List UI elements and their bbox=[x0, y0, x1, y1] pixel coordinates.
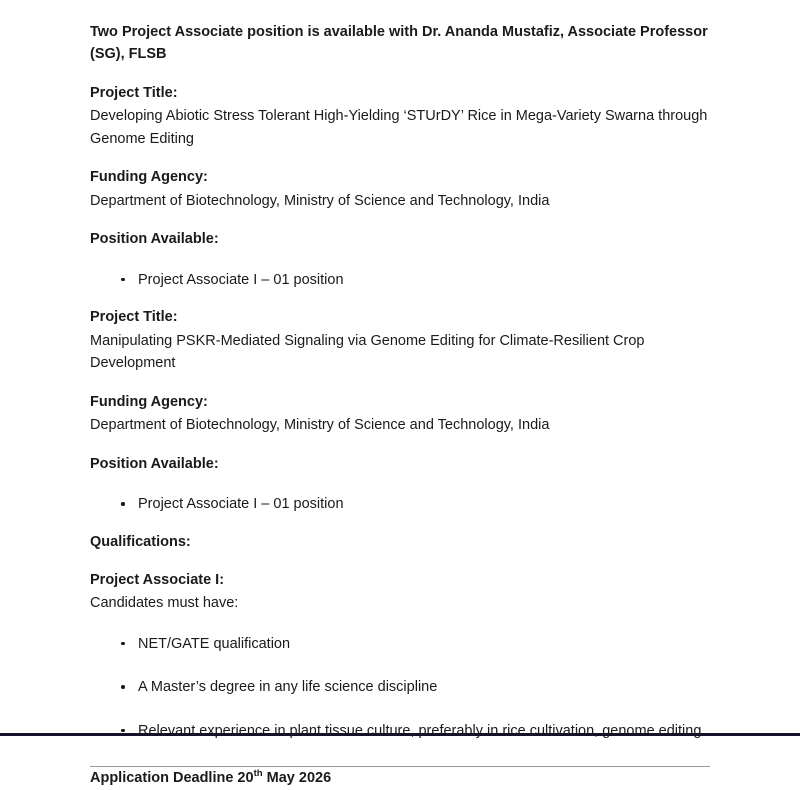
qualifications-section bbox=[90, 531, 710, 743]
project-title-value-1: Developing Abiotic Stress Tolerant High-Yielding ‘STUrDY’ Rice in Mega-Variety Swarna through Genome Editing bbox=[90, 108, 708, 147]
document-content bbox=[90, 0, 710, 790]
project-title-label-1: Project Title: bbox=[90, 84, 178, 101]
deadline-rest: May 2026 bbox=[262, 770, 332, 787]
list-item: NET/GATE qualification bbox=[90, 633, 710, 655]
list-item: Project Associate I – 01 position bbox=[90, 493, 710, 515]
deadline-prefix: Application Deadline 20 bbox=[90, 770, 254, 787]
funding-agency-label-2: Funding Agency: bbox=[90, 393, 208, 410]
list-item: A Master’s degree in any life science discipline bbox=[90, 676, 710, 698]
intro-heading: Two Project Associate position is available with Dr. Ananda Mustafiz, Associate Professor (SG), FLSB bbox=[90, 24, 708, 63]
funding-agency-value-2: Department of Biotechnology, Ministry of Science and Technology, India bbox=[90, 417, 550, 434]
list-item: Relevant experience in plant tissue culture, preferably in rice cultivation, genome editing bbox=[90, 720, 710, 742]
project-title-value-2: Manipulating PSKR-Mediated Signaling via Genome Editing for Climate-Resilient Crop Development bbox=[90, 332, 645, 372]
project-section-2 bbox=[90, 306, 710, 515]
position-list-1 bbox=[90, 269, 710, 291]
footer-section bbox=[90, 766, 710, 789]
position-available-label-1: Position Available: bbox=[90, 231, 219, 248]
deadline-ordinal-suffix: th bbox=[253, 768, 263, 780]
funding-agency-label-1: Funding Agency: bbox=[90, 169, 208, 186]
qualifications-list bbox=[90, 633, 710, 742]
list-item: Project Associate I – 01 position bbox=[90, 269, 710, 291]
project-title-label-2: Project Title: bbox=[90, 309, 178, 326]
position-available-label-2: Position Available: bbox=[90, 455, 219, 472]
qualifications-role-label: Project Associate I: bbox=[90, 571, 225, 588]
qualifications-heading: Qualifications: bbox=[90, 533, 191, 550]
application-deadline bbox=[90, 767, 710, 789]
position-list-2 bbox=[90, 493, 710, 515]
funding-agency-value-1: Department of Biotechnology, Ministry of Science and Technology, India bbox=[90, 192, 550, 209]
project-section-1 bbox=[90, 82, 710, 291]
qualifications-intro: Candidates must have: bbox=[90, 595, 239, 612]
